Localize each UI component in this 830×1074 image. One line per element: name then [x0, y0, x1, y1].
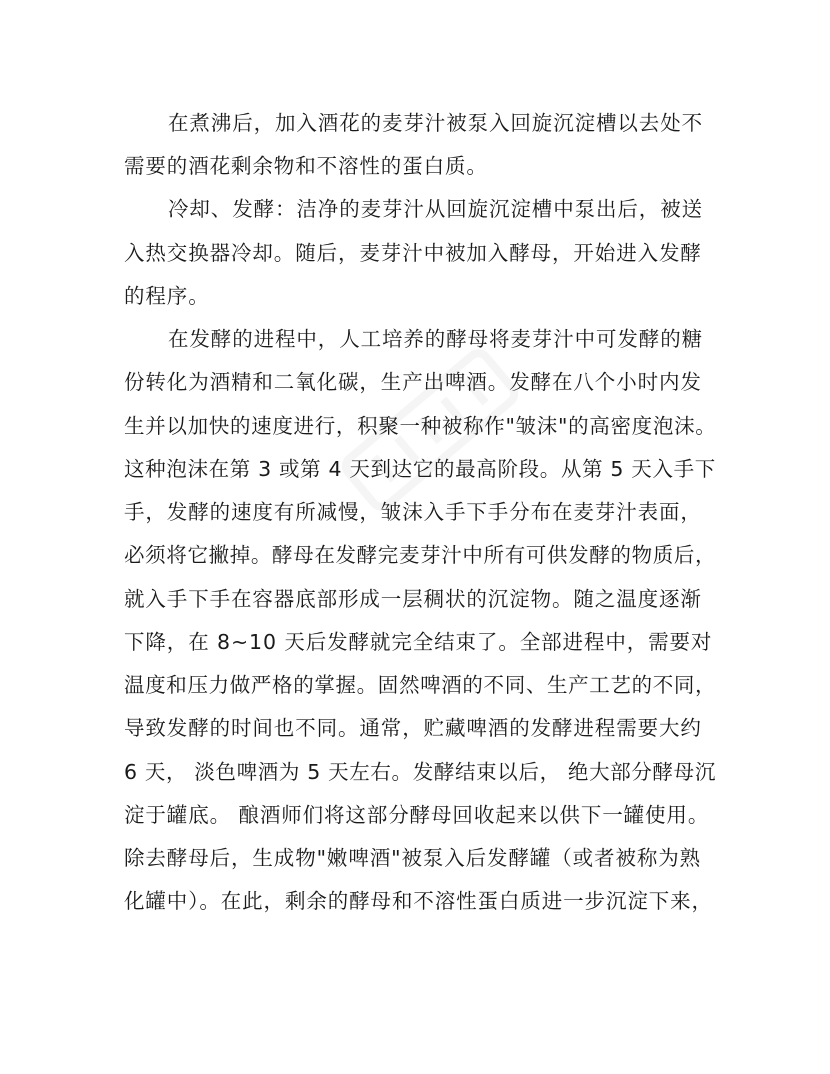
- paragraph-3-line-11: 6 天， 淡色啤酒为 5 天左右。发酵结束以后， 绝大部分酵母沉: [124, 760, 716, 784]
- paragraph-3-line-12: 淀于罐底。 酿酒师们将这部分酵母回收起来以供下一罐使用。: [124, 803, 710, 827]
- paragraph-3-line-9: 温度和压力做严格的掌握。固然啤酒的不同、生产工艺的不同，: [124, 673, 717, 697]
- paragraph-1-line-1: 在煮沸后，加入酒花的麦芽汁被泵入回旋沉淀槽以去处不: [168, 111, 703, 135]
- paragraph-3-line-5: 手，发酵的速度有所减慢，皱沫入手下手分布在麦芽汁表面，: [124, 500, 702, 524]
- paragraph-3-line-6: 必须将它撇掉。酵母在发酵完麦芽汁中所有可供发酵的物质后，: [124, 543, 717, 567]
- paragraph-1-line-2: 需要的酒花剩余物和不溶性的蛋白质。: [124, 154, 488, 178]
- paragraph-3-line-3: 生并以加快的速度进行，积聚一种被称作"皱沫"的高密度泡沫。: [124, 414, 717, 438]
- paragraph-2-line-1: 冷却、发酵：洁净的麦芽汁从回旋沉淀槽中泵出后，被送: [168, 197, 703, 221]
- paragraph-3-line-14: 化罐中）。在此，剩余的酵母和不溶性蛋白质进一步沉淀下来，: [124, 889, 713, 913]
- paragraph-3-line-10: 导致发酵的时间也不同。通常，贮藏啤酒的发酵进程需要大约: [124, 716, 702, 740]
- paragraph-3-line-1: 在发酵的进程中，人工培养的酵母将麦芽汁中可发酵的糖: [168, 327, 703, 351]
- paragraph-3-line-13: 除去酵母后，生成物"嫩啤酒"被泵入后发酵罐（或者被称为熟: [124, 846, 702, 870]
- paragraph-3-line-2: 份转化为酒精和二氧化碳，生产出啤酒。发酵在八个小时内发: [124, 370, 702, 394]
- paragraph-2-line-3: 的程序。: [124, 284, 210, 308]
- paragraph-3-line-4: 这种泡沫在第 3 或第 4 天到达它的最高阶段。从第 5 天入手下: [124, 457, 716, 481]
- paragraph-3-line-7: 就入手下手在容器底部形成一层稠状的沉淀物。随之温度逐渐: [124, 587, 702, 611]
- paragraph-3-line-8: 下降，在 8~10 天后发酵就完全结束了。全部进程中，需要对: [124, 630, 713, 654]
- paragraph-2-line-2: 入热交换器冷却。随后，麦芽汁中被加入酵母，开始进入发酵: [124, 241, 702, 265]
